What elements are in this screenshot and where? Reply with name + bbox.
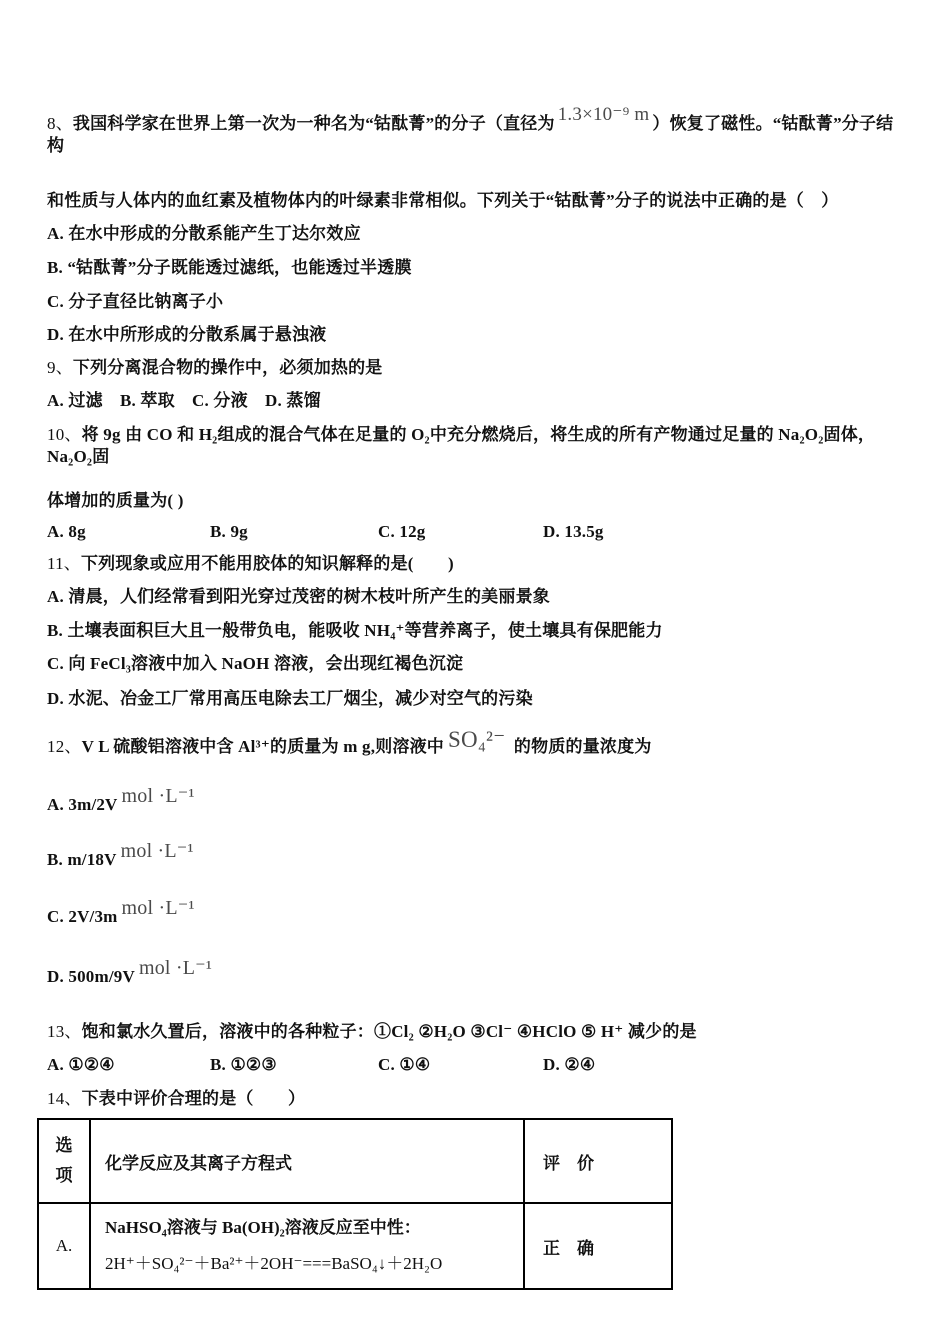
mol-per-litre-unit: mol ·L⁻¹ (121, 785, 195, 807)
question-8-option-d: D. 在水中所形成的分散系属于悬浊液 (47, 325, 327, 344)
question-8-option-b: B. “钴酞菁”分子既能透过滤纸，也能透过半透膜 (47, 258, 412, 277)
question-14-stem-text: 下表中评价合理的是（ ） (81, 1089, 306, 1108)
question-9-stem-text: 下列分离混合物的操作中，必须加热的是 (72, 358, 383, 377)
table-header-reaction: 化学反应及其离子方程式 (90, 1119, 524, 1203)
question-12-stem (47, 727, 910, 758)
mol-per-litre-unit: mol ·L⁻¹ (121, 897, 195, 919)
question-12-option-c-label: C. 2V/3m (47, 907, 118, 926)
question-10-options (47, 521, 910, 543)
question-11-option-a: A. 清晨，人们经常看到阳光穿过茂密的树木枝叶所产生的美丽景象 (47, 587, 550, 606)
table-header-option: 选项 (38, 1119, 90, 1203)
question-10-stem-line-1 (47, 424, 910, 468)
question-10-stem-text: 将 9g 由 CO 和 H₂组成的混合气体在足量的 O₂中充分燃烧后，将生成的所有产物通过足量的 Na₂O₂固体，Na₂O₂固 (47, 425, 876, 466)
question-11-number: 11、 (47, 554, 81, 573)
sulfate-ion-formula: SO₄²⁻ (448, 727, 506, 752)
question-12-option-a (47, 785, 910, 816)
question-12-option-c (47, 897, 910, 928)
mol-per-litre-unit: mol ·L⁻¹ (120, 840, 194, 862)
question-9-stem (47, 357, 910, 379)
question-12-option-a-label: A. 3m/2V (47, 795, 118, 814)
question-8-stem-line-2: 和性质与人体内的血红素及植物体内的叶绿素非常相似。下列关于“钴酞菁”分子的说法中正确的是（ ） (47, 191, 839, 210)
question-13-option-d: D. ②④ (543, 1055, 596, 1074)
question-8-stem-line-1 (47, 104, 910, 157)
ionic-equation: 2H⁺＋SO₄²⁻＋Ba²⁺＋2OH⁻===BaSO₄↓＋2H₂O (105, 1254, 443, 1273)
question-10-option-c: C. 12g (378, 522, 426, 541)
question-11-stem-text: 下列现象或应用不能用胶体的知识解释的是( ) (80, 554, 454, 573)
question-8-stem-part-1: 我国科学家在世界上第一次为一种名为“钴酞菁”的分子（直径为 (72, 114, 555, 133)
question-13-option-c: C. ①④ (378, 1055, 431, 1074)
question-12-stem-part-1: V L 硫酸铝溶液中含 Al³⁺的质量为 m g,则溶液中 (81, 737, 445, 756)
question-13-option-b: B. ①②③ (210, 1055, 277, 1074)
question-12-option-b-label: B. m/18V (47, 850, 117, 869)
question-8-stem-part-2: ）恢复了磁性。“钴酞菁”分子结构 (47, 114, 894, 155)
reaction-description: NaHSO₄溶液与 Ba(OH)₂溶液反应至中性： (105, 1218, 421, 1237)
question-8-option-a: A. 在水中形成的分散系能产生丁达尔效应 (47, 224, 361, 243)
table-header-evaluation: 评 价 (524, 1119, 672, 1203)
question-10-number: 10、 (47, 425, 82, 444)
question-10-option-b: B. 9g (210, 522, 248, 541)
question-13-number: 13、 (47, 1022, 82, 1041)
question-10-stem-line-2: 体增加的质量为( ) (47, 491, 184, 510)
question-12-stem-part-2: 的物质的量浓度为 (509, 737, 652, 756)
question-12-option-b (47, 840, 910, 871)
table-row-evaluation: 正 确 (524, 1203, 672, 1289)
question-11-option-c: C. 向 FeCl₃溶液中加入 NaOH 溶液，会出现红褐色沉淀 (47, 654, 464, 673)
evaluation-table (37, 1118, 673, 1290)
table-row-reaction-cell (90, 1203, 524, 1289)
table-header-row (38, 1119, 672, 1203)
question-14-stem (47, 1088, 910, 1110)
question-13-stem-text: 饱和氯水久置后，溶液中的各种粒子：①Cl₂ ②H₂O ③Cl⁻ ④HClO ⑤ H⁺ 减少的是 (81, 1022, 697, 1041)
question-12-option-d (47, 957, 910, 988)
diameter-formula: 1.3×10⁻⁹ m (557, 104, 650, 125)
question-10-option-d: D. 13.5g (543, 522, 604, 541)
question-11-stem (47, 553, 910, 575)
question-9-options: A. 过滤 B. 萃取 C. 分液 D. 蒸馏 (47, 391, 321, 410)
question-11-option-b: B. 土壤表面积巨大且一般带负电，能吸收 NH₄⁺等营养离子，使土壤具有保肥能力 (47, 621, 663, 640)
table-row-option-label: A. (38, 1203, 90, 1289)
question-8-number: 8、 (47, 114, 73, 133)
question-13-stem (47, 1021, 910, 1043)
question-11-option-d: D. 水泥、冶金工厂常用高压电除去工厂烟尘，减少对空气的污染 (47, 689, 533, 708)
question-9-number: 9、 (47, 358, 73, 377)
mol-per-litre-unit: mol ·L⁻¹ (138, 957, 213, 979)
table-row (38, 1203, 672, 1289)
question-13-option-a: A. ①②④ (47, 1055, 115, 1074)
question-12-option-d-label: D. 500m/9V (47, 967, 135, 986)
question-10-option-a: A. 8g (47, 522, 86, 541)
question-12-number: 12、 (47, 737, 82, 756)
question-14-number: 14、 (47, 1089, 82, 1108)
question-8-option-c: C. 分子直径比钠离子小 (47, 292, 224, 311)
question-13-options (47, 1054, 910, 1076)
